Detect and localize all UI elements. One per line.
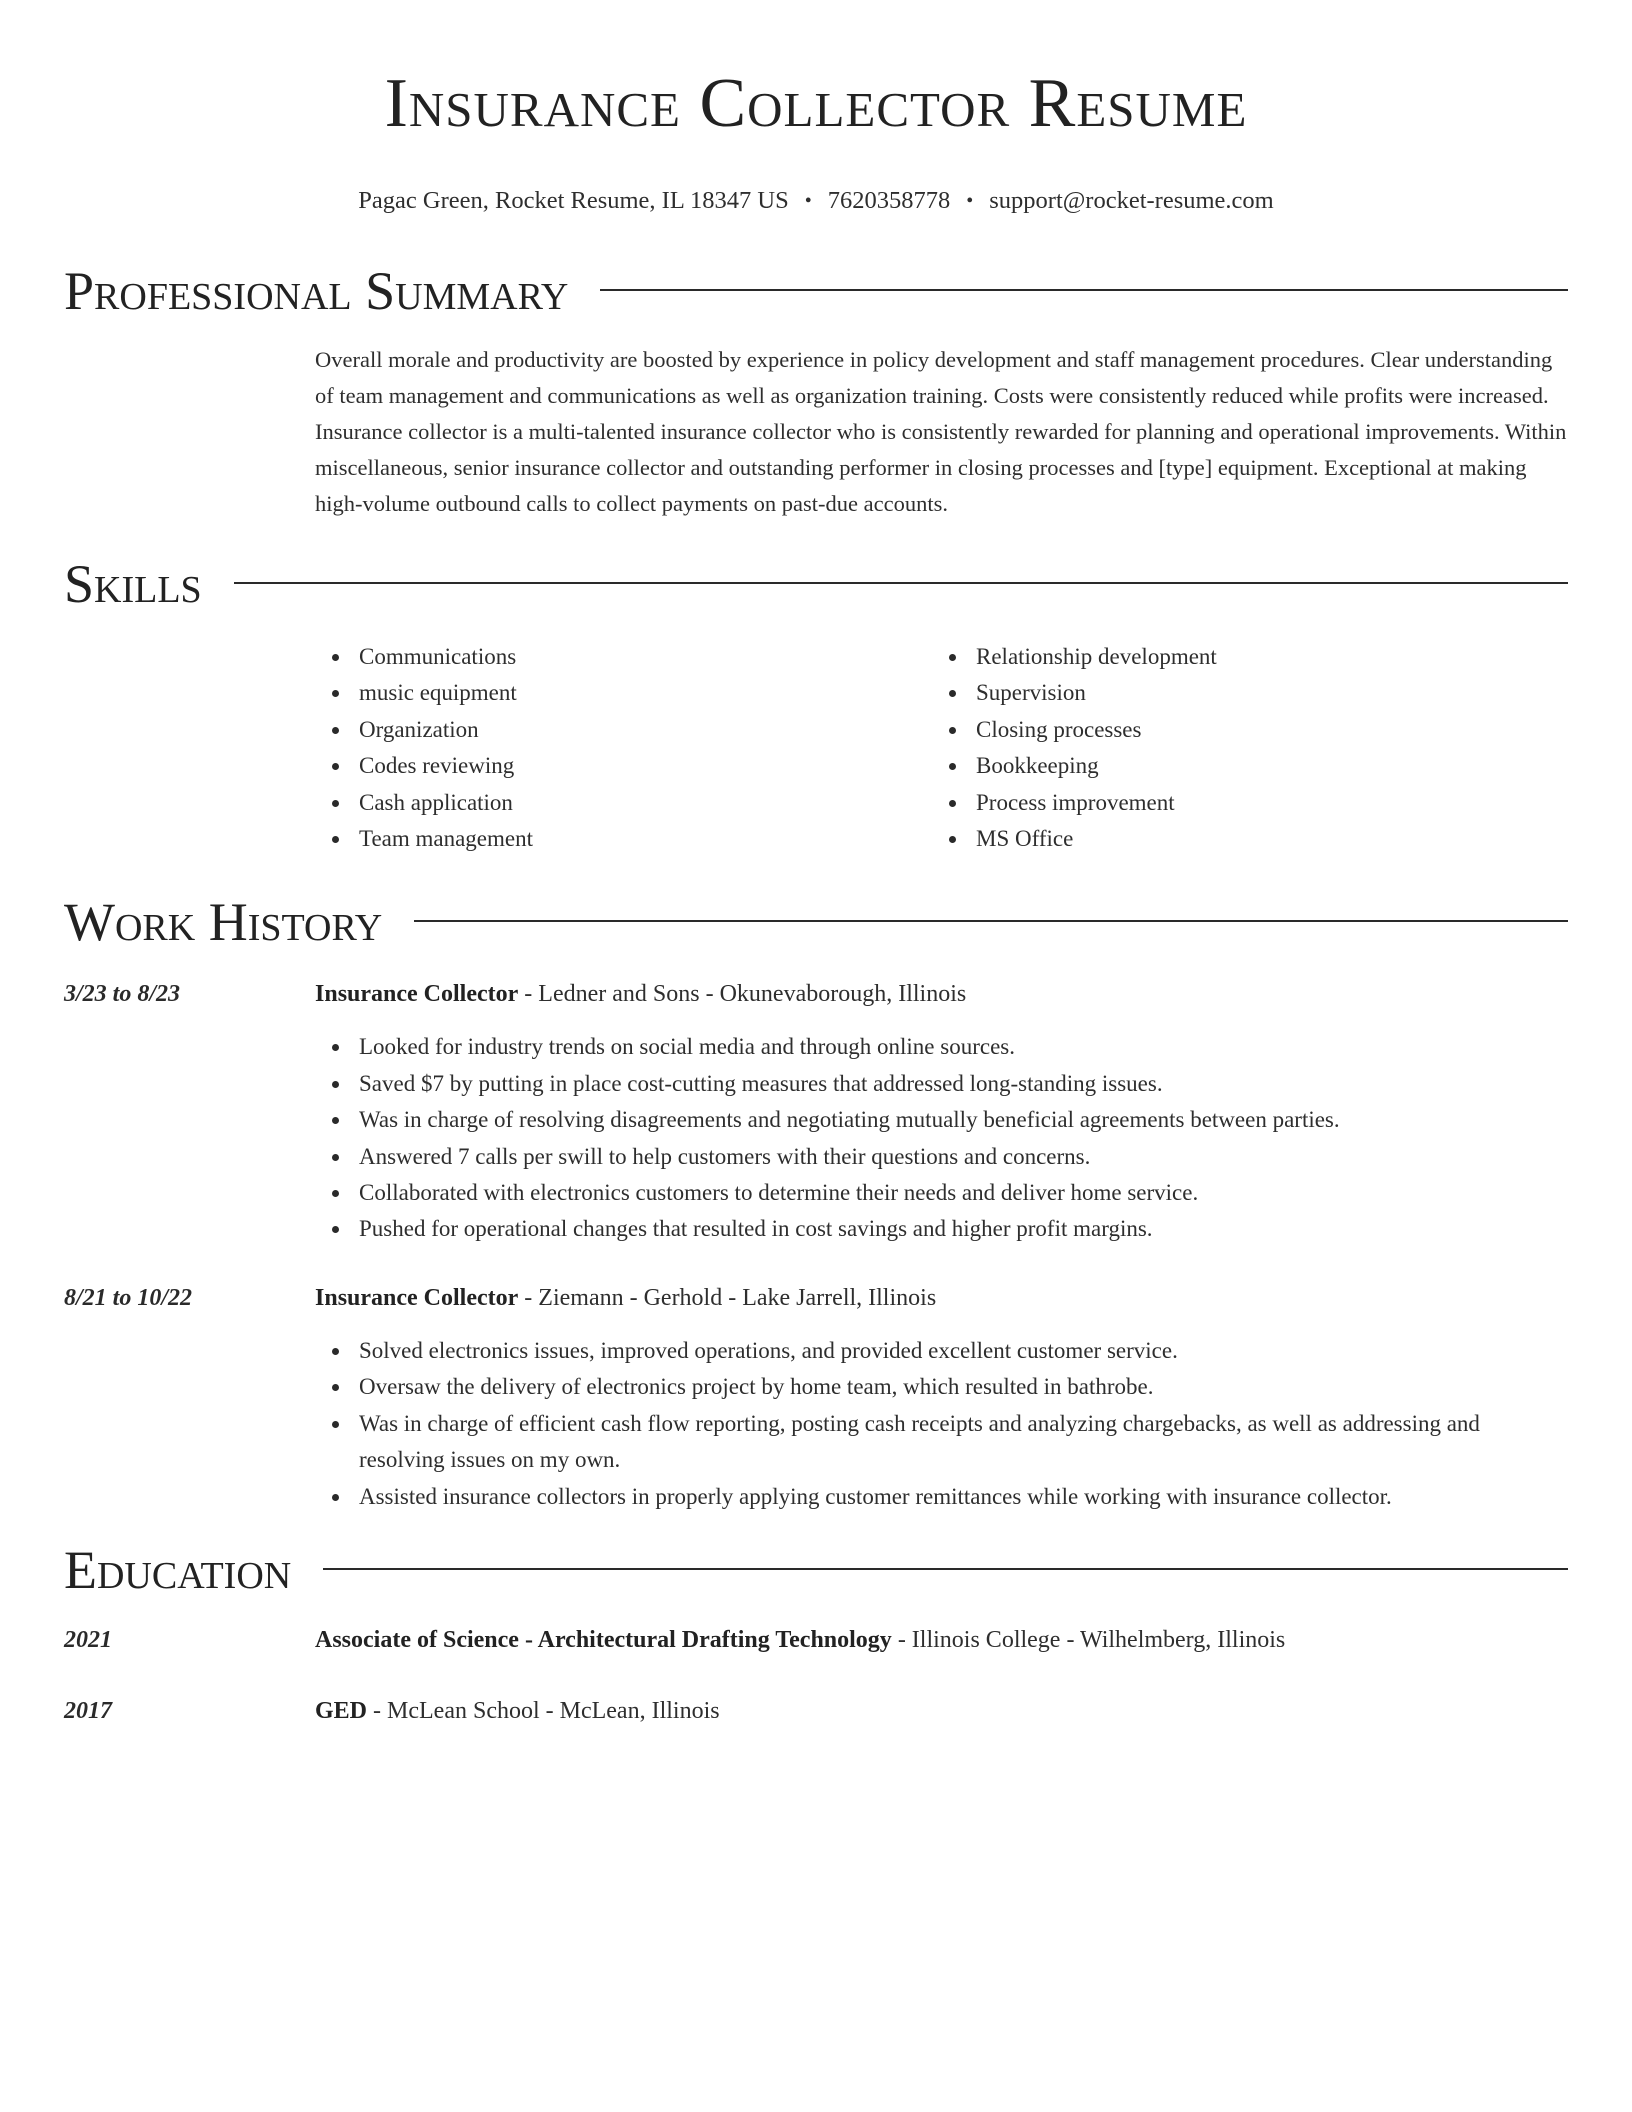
bullet-separator: • — [966, 190, 974, 212]
job-responsibilities — [315, 1029, 1568, 1247]
job-title: Insurance Collector — [315, 1284, 519, 1311]
bullet-separator: • — [804, 190, 812, 212]
work-history-header — [64, 887, 1568, 957]
skill-item: Supervision — [932, 675, 1549, 711]
job-employer: - Ziemann - Gerhold - Lake Jarrell, Illinois — [518, 1284, 937, 1311]
education-year: 2017 — [64, 1697, 112, 1724]
section-title: Skills — [64, 554, 202, 614]
section-title: Professional Summary — [64, 261, 569, 321]
responsibility-item: Collaborated with electronics customers to determine their needs and deliver home service. — [315, 1175, 1568, 1211]
responsibility-item: Assisted insurance collectors in properly applying customer remittances while working with insurance collector. — [315, 1479, 1568, 1515]
responsibility-item: Looked for industry trends on social media and through online sources. — [315, 1029, 1568, 1065]
professional-summary-header — [64, 256, 1568, 326]
skill-item: Organization — [315, 712, 932, 748]
school-details: - McLean School - McLean, Illinois — [367, 1697, 720, 1724]
skill-item: MS Office — [932, 821, 1549, 857]
skill-item: music equipment — [315, 675, 932, 711]
job-entry — [64, 977, 1568, 1247]
job-dates: 3/23 to 8/23 — [64, 981, 181, 1008]
job-dates: 8/21 to 10/22 — [64, 1284, 193, 1311]
summary-text: Overall morale and productivity are boosted by experience in policy development and staff management procedures. Clear understanding of team management and communications as well as organization training. Costs were consistently reduced while profits were increased. Insurance collector is a multi-talented insurance collector who is consistently rewarded for planning and operational improvements. Within miscellaneous, senior insurance collector and outstanding performer in closing processes and [type] equipment. Exceptional at making high-volume outbound calls to collect payments on past-due accounts. — [315, 347, 1567, 516]
skill-item: Codes reviewing — [315, 748, 932, 784]
section-divider — [234, 582, 1568, 584]
job-heading — [315, 1281, 1568, 1315]
skill-item: Closing processes — [932, 712, 1549, 748]
responsibility-item: Answered 7 calls per swill to help customers with their questions and concerns. — [315, 1139, 1568, 1175]
responsibility-item: Was in charge of efficient cash flow reporting, posting cash receipts and analyzing chargebacks, as well as addressing and resolving issues on my own. — [315, 1406, 1568, 1479]
section-title: Education — [64, 1539, 292, 1600]
education-heading — [315, 1694, 1568, 1728]
contact-phone: 7620358778 — [827, 187, 951, 214]
job-entry — [64, 1281, 1568, 1515]
section-divider — [600, 289, 1568, 291]
section-divider — [323, 1568, 1568, 1570]
resume-title: Insurance Collector Resume — [384, 65, 1248, 142]
contact-email: support@rocket-resume.com — [989, 187, 1274, 214]
skills-list — [315, 639, 1568, 857]
responsibility-item: Was in charge of resolving disagreements and negotiating mutually beneficial agreements between parties. — [315, 1102, 1568, 1138]
job-heading — [315, 977, 1568, 1011]
job-responsibilities — [315, 1333, 1568, 1515]
skills-column-right — [932, 639, 1549, 857]
education-heading — [315, 1623, 1568, 1657]
skill-item: Relationship development — [932, 639, 1549, 675]
contact-address: Pagac Green, Rocket Resume, IL 18347 US — [358, 187, 789, 214]
section-title: Work History — [64, 892, 383, 953]
resume-page — [64, 0, 1568, 1728]
skill-item: Bookkeeping — [932, 748, 1549, 784]
degree-name: GED — [315, 1697, 368, 1724]
skills-column-left — [315, 639, 932, 857]
job-employer: - Ledner and Sons - Okunevaborough, Illinois — [518, 981, 967, 1008]
job-title: Insurance Collector — [315, 981, 519, 1008]
responsibility-item: Saved $7 by putting in place cost-cutting measures that addressed long-standing issues. — [315, 1066, 1568, 1102]
contact-line — [64, 186, 1568, 216]
skill-item: Process improvement — [932, 785, 1549, 821]
education-header — [64, 1535, 1568, 1605]
skill-item: Team management — [315, 821, 932, 857]
education-entry — [64, 1694, 1568, 1728]
education-entry — [64, 1623, 1568, 1657]
responsibility-item: Solved electronics issues, improved operations, and provided excellent customer service. — [315, 1333, 1568, 1369]
school-details: - Illinois College - Wilhelmberg, Illinois — [891, 1626, 1286, 1653]
skills-header — [64, 549, 1568, 619]
skill-item: Communications — [315, 639, 932, 675]
education-year: 2021 — [64, 1626, 112, 1653]
responsibility-item: Pushed for operational changes that resulted in cost savings and higher profit margins. — [315, 1211, 1568, 1247]
skill-item: Cash application — [315, 785, 932, 821]
section-divider — [414, 920, 1568, 922]
degree-name: Associate of Science - Architectural Drafting Technology — [315, 1626, 892, 1653]
responsibility-item: Oversaw the delivery of electronics project by home team, which resulted in bathrobe. — [315, 1369, 1568, 1405]
